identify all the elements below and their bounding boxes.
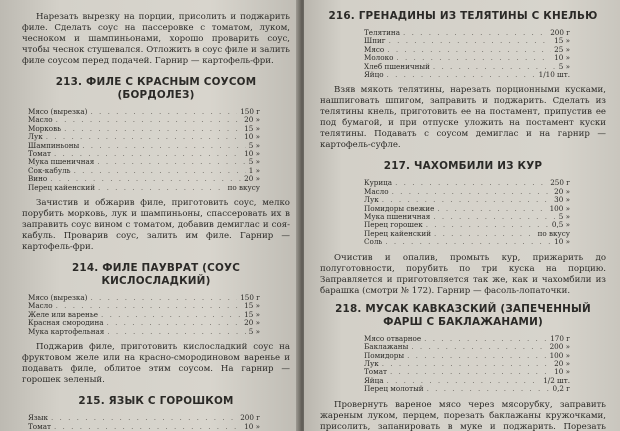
ingredient-name: Мука пшеничная — [28, 157, 95, 167]
ingredient-quantity: 20 » — [554, 186, 570, 196]
ingredient-quantity: 170 г — [550, 333, 570, 343]
ingredient-quantity: 250 г — [550, 178, 570, 188]
ingredient-quantity: 20 » — [554, 358, 570, 368]
dot-leader — [427, 385, 550, 393]
ingredient-name: Томат — [364, 367, 387, 377]
ingredient-quantity: 1/2 шт. — [543, 375, 570, 385]
dot-leader — [433, 63, 556, 71]
ingredient-quantity: 5 » — [558, 212, 570, 222]
recipe-217-text: Очистив и опалив, промыть кур, прижарить до полуготовности, порубить по три куска на порцию. Заправляется и приготовляется так же, как и чахомбили из барашка (смотри № 172). Гарнир — фасоль-лопаточки. — [320, 252, 606, 296]
ingredient-row — [28, 116, 260, 124]
ingredient-quantity: 5 » — [248, 326, 260, 336]
dot-leader — [385, 238, 551, 246]
recipe-217-ingredients — [364, 179, 570, 246]
dot-leader — [82, 142, 246, 150]
ingredient-quantity: 20 » — [244, 115, 260, 125]
ingredient-row — [28, 414, 260, 422]
ingredient-name: Курица — [364, 178, 393, 188]
dot-leader — [426, 221, 549, 229]
ingredient-row — [364, 238, 570, 246]
ingredient-quantity: 100 » — [549, 203, 570, 213]
ingredient-name: Мясо отварное — [364, 333, 422, 343]
recipe-213-text: Зачистив и обжарив филе, приготовить соус, мелко порубить морковь, лук и шампиньоны, спассеровать их в заправить соус вином с томатом, добавив демиглас и соя-кабуль. Проварив соус, залить им филе. Гарнир — картофель-фри. — [22, 198, 290, 253]
ingredient-quantity: 10 » — [244, 149, 260, 159]
ingredient-row — [28, 142, 260, 150]
ingredient-quantity: 20 » — [244, 174, 260, 184]
dot-leader — [107, 319, 242, 327]
ingredient-row — [364, 179, 570, 187]
intro-paragraph: Нарезать вырезку на порции, присолить и поджарить филе. Сделать соус на пассеровке с томатом, луком, чесноком и шампиньонами, хорошо проварить соус, чтобы чеснок стушевался. Отложить в соус филе и залить филе соусом перед подачей. Гарнир — картофель-фри. — [22, 12, 290, 66]
ingredient-name: Лук — [28, 132, 43, 142]
dot-leader — [407, 352, 547, 360]
dot-leader — [74, 167, 246, 175]
ingredient-quantity: 10 » — [554, 53, 570, 63]
ingredient-name: Перец горошек — [364, 220, 423, 230]
ingredient-quantity: 200 г — [550, 28, 570, 37]
ingredient-name: Перец молотый — [364, 384, 424, 394]
ingredient-row — [28, 294, 260, 302]
dot-leader — [387, 46, 551, 54]
dot-leader — [433, 213, 555, 221]
ingredient-name: Перец кайенский — [28, 182, 95, 192]
ingredient-row — [364, 37, 570, 45]
ingredient-name: Баклажаны — [364, 342, 409, 352]
ingredient-row — [28, 125, 260, 133]
recipe-218-title: 218. МУСАК КАВКАЗСКИЙ (ЗАПЕЧЕННЫЙ ФАРШ С БАКЛАЖАНАМИ) — [335, 302, 591, 328]
ingredient-quantity: 30 » — [554, 195, 570, 205]
recipe-218-ingredients — [364, 335, 570, 394]
ingredient-row — [364, 385, 570, 393]
recipe-215-title: 215. ЯЗЫК С ГОРОШКОМ — [78, 395, 234, 408]
dot-leader — [424, 335, 547, 343]
recipe-214-text: Поджарив филе, приготовить кислосладкий соус на фруктовом желе или на красно-смородиновом варенье и подавать филе, облитое этим соусом. На гарнир — горошек зеленый. — [22, 342, 290, 386]
ingredient-name: Томат — [28, 421, 51, 431]
ingredient-quantity: 10 » — [244, 132, 260, 142]
dot-leader — [390, 368, 551, 376]
ingredient-quantity: 15 » — [244, 309, 260, 319]
ingredient-name: Масло — [28, 115, 53, 125]
ingredient-name: Мясо (вырезка) — [28, 107, 88, 116]
right-page — [304, 0, 620, 431]
ingredient-name: Помидоры — [364, 350, 405, 360]
ingredient-name: Телятина — [364, 28, 400, 37]
dot-leader — [387, 71, 536, 79]
ingredient-name: Молоко — [364, 53, 394, 63]
ingredient-quantity: 5 » — [558, 61, 570, 71]
ingredient-quantity: 15 » — [244, 301, 260, 311]
ingredient-quantity: 150 г — [240, 293, 260, 303]
ingredient-quantity: 1/10 шт. — [538, 70, 570, 80]
ingredient-quantity: 15 » — [244, 123, 260, 133]
dot-leader — [403, 29, 547, 37]
ingredient-name: Томат — [28, 149, 51, 159]
ingredient-quantity: 15 » — [554, 36, 570, 46]
dot-leader — [382, 360, 551, 368]
ingredient-row — [364, 352, 570, 360]
ingredient-row — [28, 167, 260, 175]
ingredient-row — [364, 71, 570, 79]
ingredient-row — [28, 184, 260, 192]
ingredient-name: Перец кайенский — [364, 228, 431, 238]
dot-leader — [90, 294, 237, 302]
ingredient-quantity: по вкусу — [227, 182, 260, 192]
left-page — [0, 0, 300, 431]
ingredient-name: Язык — [28, 413, 48, 423]
ingredient-name: Яйцо — [364, 70, 384, 80]
dot-leader — [64, 125, 241, 133]
ingredient-quantity: 1 » — [248, 165, 260, 175]
recipe-214-title: 214. ФИЛЕ ПАУВРАТ (СОУС КИСЛОСЛАДКИЙ) — [71, 262, 241, 288]
ingredient-row — [364, 29, 570, 37]
ingredient-quantity: 0,5 » — [551, 220, 570, 230]
dot-leader — [437, 205, 546, 213]
recipe-213-title: 213. ФИЛЕ С КРАСНЫМ СОУСОМ (БОРДОЛЕЗ) — [55, 76, 257, 101]
ingredient-row — [364, 46, 570, 54]
dot-leader — [389, 37, 552, 45]
ingredient-quantity: 10 » — [554, 237, 570, 247]
recipe-216-ingredients — [364, 29, 570, 79]
ingredient-name: Мука картофельная — [28, 326, 105, 336]
ingredient-name: Помидоры свежие — [364, 203, 435, 213]
dot-leader — [56, 116, 242, 124]
ingredient-row — [364, 360, 570, 368]
ingredient-quantity: 20 » — [244, 318, 260, 328]
ingredient-row — [28, 108, 260, 116]
ingredient-quantity: 200 » — [549, 342, 570, 352]
ingredient-name: Лук — [364, 195, 379, 205]
recipe-214-ingredients — [28, 294, 260, 336]
ingredient-name: Масло — [28, 301, 53, 311]
recipe-215-ingredients — [28, 414, 260, 431]
dot-leader — [411, 343, 546, 351]
ingredient-name: Яйца — [364, 375, 384, 385]
ingredient-quantity: 10 » — [554, 367, 570, 377]
ingredient-name: Шампиньоны — [28, 140, 80, 150]
ingredient-name: Хлеб пшеничный — [364, 61, 430, 71]
ingredient-name: Мясо — [364, 44, 385, 54]
dot-leader — [90, 108, 237, 116]
ingredient-quantity: по вкусу — [537, 228, 570, 238]
ingredient-name: Соль — [364, 237, 383, 247]
recipe-217-title: 217. ЧАХОМБИЛИ ИЗ КУР — [383, 160, 543, 173]
ingredient-row — [364, 230, 570, 238]
ingredient-quantity: 25 » — [554, 44, 570, 54]
ingredient-row — [364, 188, 570, 196]
recipe-216-title: 216. ГРЕНАДИНЫ ИЗ ТЕЛЯТИНЫ С КНЕЛЬЮ — [328, 10, 598, 22]
ingredient-name: Масло — [364, 186, 389, 196]
ingredient-quantity: 100 » — [549, 350, 570, 360]
ingredient-quantity: 10 » — [244, 421, 260, 431]
ingredient-name: Сок-кабуль — [28, 165, 71, 175]
ingredient-row — [28, 328, 260, 336]
dot-leader — [97, 158, 245, 166]
recipe-218-text: Провернуть вареное мясо через мясорубку, заправить жареным луком, перцем, порезать баклажаны кружочками, присолить, запанировать в муке и поджарить. Порезать — [320, 399, 606, 431]
ingredient-name: Морковь — [28, 123, 62, 133]
ingredient-quantity: 5 » — [248, 157, 260, 167]
ingredient-name: Мука пшеничная — [364, 212, 431, 222]
ingredient-quantity: 0,2 г — [552, 384, 570, 394]
ingredient-name: Шпиг — [364, 36, 386, 46]
dot-leader — [51, 414, 237, 422]
ingredient-quantity: 5 » — [248, 140, 260, 150]
recipe-216-text: Взяв мякоть телятины, нарезать порционными кусками, нашпиговать шпигом, заправить и поджарить. Сделать из телятины кнель, приготовить ее на постамент, припустив ее под бумагой, и при отпуске уложить на постамент куски телятины. Подавать с соусом демиглас и на гарнир — картофель-суфле. — [320, 85, 606, 151]
ingredient-name: Вино — [28, 174, 48, 184]
ingredient-row — [364, 368, 570, 376]
dot-leader — [107, 328, 245, 336]
ingredient-name: Желе или варенье — [28, 309, 99, 319]
ingredient-name: Мясо (вырезка) — [28, 293, 88, 303]
ingredient-quantity: 200 г — [240, 413, 260, 423]
dot-leader — [434, 230, 535, 238]
ingredient-name: Лук — [364, 358, 379, 368]
dot-leader — [101, 311, 241, 319]
dot-leader — [395, 179, 547, 187]
dot-leader — [98, 184, 225, 192]
ingredient-quantity: 150 г — [240, 107, 260, 116]
dot-leader — [392, 188, 552, 196]
ingredient-name: Красная смородина — [28, 318, 104, 328]
recipe-213-ingredients — [28, 108, 260, 192]
